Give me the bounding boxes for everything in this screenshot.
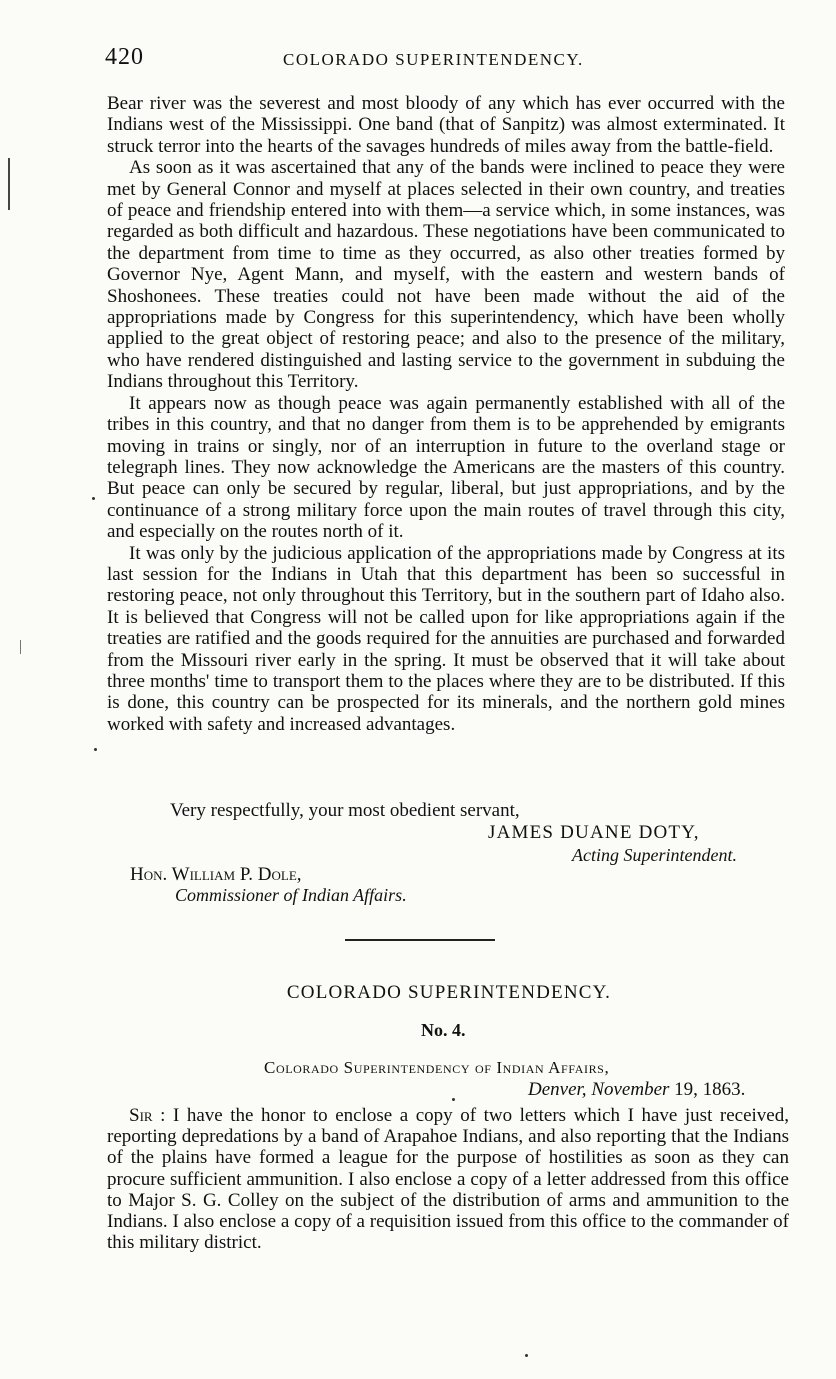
running-head: COLORADO SUPERINTENDENCY. [283,50,584,69]
paragraph: As soon as it was ascertained that any of the bands were inclined to peace they were met by General Connor and myself at places selected in their own country, and treaties of peace and friendship entered into with them—a service which, in some instances, was regarded as both difficult and hazardous. These negotiations have been communicated to the department from time to time as they occurred, as also other treaties formed by Governor Nye, Agent Mann, and myself, with the eastern and western bands of Shoshonees. These treaties could not have been made without the aid of the appropriations made by Congress for this superintendency, which have been wholly applied to the great object of restoring peace; and also to the presence of the military, who have rendered distinguished and lasting service to the government in subduing the Indians throughout this Territory. [107,157,785,393]
ink-speck [92,497,95,500]
ink-speck [94,748,97,751]
paragraph: Bear river was the severest and most bloody of any which has ever occurred with the Indians west of the Mississippi. One band (that of Sanpitz) was almost exterminated. It struck terror into the hearts of the savages hundreds of miles away from the battle-field. [107,93,785,157]
document-number: No. 4. [421,1020,466,1040]
signature-name: JAMES DUANE DOTY, [488,822,700,843]
date-month: November [591,1079,670,1100]
page-number: 420 [105,44,144,70]
paragraph: It appears now as though peace was again permanently established with all of the tribes in this country, and that no danger from them is to be apprehended by emigrants moving in trains or singly, nor of an interruption in future to the overland stage or telegraph lines. They now acknowledge the Americans are the masters of this country. But peace can only be secured by regular, liberal, but just appropriations, and by the continuance of a strong military force upon the main routes of travel through this city, and especially on the routes north of it. [107,392,785,543]
paragraph: It was only by the judicious application of the appropriations made by Congress at its last session for the Indians in Utah that this department has been so successful in restoring peace, not only throughout this Territory, but in the southern part of Idaho also. It is believed that Congress will not be called upon for like appropriations again if the treaties are ratified and the goods required for the annuities are purchased and forwarded from the Missouri river early in the spring. It must be observed that it will take about three months' time to transport them to the places where they are to be distributed. If this is done, this country can be prospected for its minerals, and the northern gold mines worked with safety and increased advantages. [107,542,785,735]
signature-title: Acting Superintendent. [572,845,737,865]
closing-line: Very respectfully, your most obedient servant, [170,800,520,821]
letter-text: I have the honor to enclose a copy of two letters which I have just received, reporting depredations by a band of Arapahoe Indians, and also reporting that the Indians of the plains have formed a league for the purpose of hostilities as soon as they can procure sufficient ammunition. I also enclose a copy of a letter addressed from this office to Major S. G. Colley on the subject of the distribution of arms and ammunition to the Indians. I also enclose a copy of a requisition issued from this office to the commander of this military district. [107,1105,789,1254]
ink-speck [452,1098,455,1101]
date-place: Denver, [528,1079,587,1100]
date-line [528,1079,745,1101]
addressee-title: Commissioner of Indian Affairs. [175,885,407,905]
margin-mark [8,158,10,210]
date-rest: 19, 1863. [674,1079,746,1100]
letter-body [107,1105,789,1253]
office-line: Colorado Superintendency of Indian Affairs, [264,1058,610,1077]
section-divider [345,939,495,941]
salutation: Sir : [129,1105,166,1126]
letter-paragraph [107,1105,789,1253]
margin-mark [20,640,21,654]
page-header [105,44,785,74]
section-heading: COLORADO SUPERINTENDENCY. [286,982,612,1003]
ink-speck [525,1354,528,1357]
report-body [107,93,785,735]
addressee-name: Hon. William P. Dole, [130,864,302,885]
